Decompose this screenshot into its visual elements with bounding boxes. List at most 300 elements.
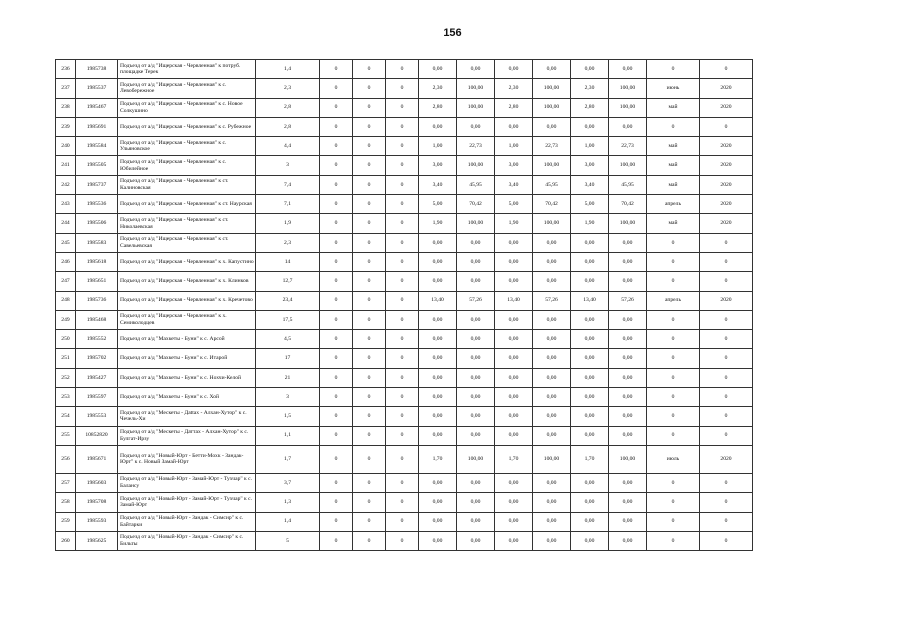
percent-cell-e: 0,00 [533,493,571,512]
value-cell-a: 0 [320,60,353,79]
percent-cell-d: 0,00 [457,117,495,136]
road-name-cell: Подъезд от а/д "Мескеты - Дattах - Алхан-Хутор" к с. Чечель-Хи [118,407,256,426]
value-cell-b: 0 [353,368,386,387]
month-cell: 0 [647,407,700,426]
length-cell: 12,7 [256,272,320,291]
percent-cell-f: 0,00 [609,252,647,271]
value-cell-f: 1,00 [571,137,609,156]
month-cell: апрель [647,195,700,214]
length-cell: 14 [256,252,320,271]
table-row [56,137,753,156]
value-cell-f: 13,40 [571,291,609,310]
percent-cell-d: 0,00 [457,310,495,329]
value-cell-c: 0 [386,214,419,233]
value-cell-d: 0,00 [419,531,457,550]
row-number-cell: 247 [56,272,76,291]
percent-cell-f: 70,42 [609,195,647,214]
value-cell-d: 0,00 [419,388,457,407]
row-number-cell: 255 [56,426,76,445]
row-number-cell: 251 [56,349,76,368]
road-id-cell: 1985537 [76,79,118,98]
percent-cell-f: 100,00 [609,445,647,473]
length-cell: 1,5 [256,407,320,426]
value-cell-d: 0,00 [419,368,457,387]
value-cell-e: 0,00 [495,493,533,512]
road-id-cell: 1985536 [76,195,118,214]
table-row [56,291,753,310]
value-cell-f: 3,40 [571,175,609,194]
year-cell: 0 [700,512,753,531]
percent-cell-e: 0,00 [533,531,571,550]
value-cell-e: 0,00 [495,252,533,271]
value-cell-d: 3,40 [419,175,457,194]
percent-cell-f: 0,00 [609,349,647,368]
value-cell-b: 0 [353,291,386,310]
percent-cell-f: 100,00 [609,79,647,98]
table-row [56,512,753,531]
value-cell-c: 0 [386,407,419,426]
value-cell-e: 3,40 [495,175,533,194]
value-cell-e: 0,00 [495,310,533,329]
year-cell: 0 [700,60,753,79]
value-cell-d: 0,00 [419,272,457,291]
percent-cell-d: 0,00 [457,426,495,445]
road-id-cell: 1985505 [76,156,118,175]
month-cell: 0 [647,426,700,445]
road-id-cell: 1985467 [76,98,118,117]
length-cell: 3,7 [256,473,320,492]
month-cell: 0 [647,349,700,368]
value-cell-e: 1,90 [495,214,533,233]
road-name-cell: Подъезд от а/д "Мескеты - Даттах - Алхан-Хутор" к с. Булгат-Ирзу [118,426,256,445]
value-cell-f: 0,00 [571,233,609,252]
value-cell-b: 0 [353,349,386,368]
percent-cell-f: 0,00 [609,388,647,407]
percent-cell-f: 57,26 [609,291,647,310]
month-cell: апрель [647,291,700,310]
value-cell-a: 0 [320,512,353,531]
length-cell: 5 [256,531,320,550]
year-cell: 0 [700,252,753,271]
percent-cell-d: 0,00 [457,531,495,550]
value-cell-e: 0,00 [495,272,533,291]
value-cell-c: 0 [386,272,419,291]
value-cell-b: 0 [353,426,386,445]
table-row [56,330,753,349]
value-cell-b: 0 [353,512,386,531]
year-cell: 2020 [700,445,753,473]
value-cell-b: 0 [353,156,386,175]
value-cell-d: 13,40 [419,291,457,310]
value-cell-e: 0,00 [495,426,533,445]
value-cell-c: 0 [386,137,419,156]
month-cell: май [647,175,700,194]
percent-cell-d: 100,00 [457,79,495,98]
value-cell-f: 0,00 [571,252,609,271]
value-cell-e: 5,00 [495,195,533,214]
percent-cell-e: 100,00 [533,156,571,175]
value-cell-e: 0,00 [495,368,533,387]
percent-cell-d: 22,73 [457,137,495,156]
table-row [56,493,753,512]
value-cell-e: 0,00 [495,60,533,79]
percent-cell-f: 0,00 [609,368,647,387]
value-cell-e: 0,00 [495,117,533,136]
table-row [56,310,753,329]
row-number-cell: 240 [56,137,76,156]
row-number-cell: 248 [56,291,76,310]
road-name-cell: Подъезд от а/д "Новый-Юрт - Зандак - Симсир" к с. Байтарки [118,512,256,531]
year-cell: 0 [700,368,753,387]
year-cell: 2020 [700,79,753,98]
value-cell-f: 2,80 [571,98,609,117]
month-cell: 0 [647,233,700,252]
road-name-cell: Подъезд от а/д "Ищерская - Червленная" к ст. Калиновская [118,175,256,194]
value-cell-e: 1,00 [495,137,533,156]
percent-cell-f: 0,00 [609,233,647,252]
percent-cell-f: 0,00 [609,310,647,329]
value-cell-c: 0 [386,195,419,214]
value-cell-c: 0 [386,426,419,445]
value-cell-c: 0 [386,117,419,136]
value-cell-b: 0 [353,272,386,291]
month-cell: июнь [647,79,700,98]
value-cell-b: 0 [353,60,386,79]
value-cell-c: 0 [386,291,419,310]
value-cell-f: 0,00 [571,493,609,512]
road-id-cell: 1985625 [76,531,118,550]
road-name-cell: Подъезд от а/д "Новый-Юрт - Замай-Юрт - Тухчар" к с. Балансу [118,473,256,492]
length-cell: 3 [256,388,320,407]
table-row [56,60,753,79]
road-name-cell: Подъезд от а/д "Ищерская - Червленная" к потруб. площадке Терек [118,60,256,79]
percent-cell-d: 0,00 [457,473,495,492]
value-cell-f: 0,00 [571,60,609,79]
table-row [56,156,753,175]
value-cell-f: 0,00 [571,512,609,531]
row-number-cell: 258 [56,493,76,512]
table-row [56,233,753,252]
value-cell-d: 0,00 [419,407,457,426]
percent-cell-e: 0,00 [533,310,571,329]
value-cell-d: 0,00 [419,233,457,252]
value-cell-d: 5,00 [419,195,457,214]
month-cell: 0 [647,493,700,512]
road-id-cell: 1985593 [76,512,118,531]
value-cell-b: 0 [353,252,386,271]
length-cell: 7,1 [256,195,320,214]
year-cell: 0 [700,473,753,492]
length-cell: 4,4 [256,137,320,156]
row-number-cell: 239 [56,117,76,136]
value-cell-b: 0 [353,117,386,136]
value-cell-b: 0 [353,175,386,194]
percent-cell-e: 100,00 [533,79,571,98]
value-cell-d: 2,80 [419,98,457,117]
value-cell-c: 0 [386,388,419,407]
value-cell-d: 0,00 [419,493,457,512]
percent-cell-d: 100,00 [457,98,495,117]
value-cell-d: 0,00 [419,426,457,445]
value-cell-a: 0 [320,330,353,349]
table-row [56,426,753,445]
percent-cell-d: 0,00 [457,330,495,349]
value-cell-f: 5,00 [571,195,609,214]
year-cell: 0 [700,330,753,349]
value-cell-c: 0 [386,60,419,79]
length-cell: 17 [256,349,320,368]
value-cell-f: 0,00 [571,388,609,407]
road-id-cell: 1985651 [76,272,118,291]
value-cell-b: 0 [353,407,386,426]
road-id-cell: 1985553 [76,407,118,426]
table-row [56,531,753,550]
value-cell-b: 0 [353,330,386,349]
road-id-cell: 1985702 [76,349,118,368]
value-cell-c: 0 [386,310,419,329]
row-number-cell: 260 [56,531,76,550]
value-cell-b: 0 [353,445,386,473]
month-cell: июль [647,445,700,473]
value-cell-e: 2,80 [495,98,533,117]
value-cell-a: 0 [320,195,353,214]
percent-cell-f: 45,95 [609,175,647,194]
table-row [56,117,753,136]
length-cell: 2,8 [256,117,320,136]
value-cell-b: 0 [353,388,386,407]
value-cell-a: 0 [320,214,353,233]
value-cell-d: 1,90 [419,214,457,233]
value-cell-a: 0 [320,79,353,98]
road-name-cell: Подъезд от а/д "Ищерская - Червленная" к с. Ульяновское [118,137,256,156]
year-cell: 0 [700,310,753,329]
value-cell-e: 2,30 [495,79,533,98]
percent-cell-f: 100,00 [609,156,647,175]
value-cell-c: 0 [386,252,419,271]
value-cell-f: 0,00 [571,407,609,426]
percent-cell-f: 100,00 [609,214,647,233]
road-id-cell: 1985708 [76,493,118,512]
road-name-cell: Подъезд от а/д "Ищерская - Червленная" к с. Юбилейное [118,156,256,175]
month-cell: 0 [647,310,700,329]
value-cell-f: 0,00 [571,368,609,387]
row-number-cell: 246 [56,252,76,271]
road-name-cell: Подъезд от а/д "Ищерская - Червленная" к с. Левобережное [118,79,256,98]
row-number-cell: 259 [56,512,76,531]
road-id-cell: 1985738 [76,60,118,79]
value-cell-d: 0,00 [419,252,457,271]
value-cell-f: 0,00 [571,531,609,550]
road-name-cell: Подъезд от а/д "Ищерская - Червленная" к ст. Савельевская [118,233,256,252]
percent-cell-f: 0,00 [609,426,647,445]
month-cell: май [647,98,700,117]
table-row [56,388,753,407]
month-cell: май [647,214,700,233]
row-number-cell: 243 [56,195,76,214]
value-cell-c: 0 [386,79,419,98]
page-number: 156 [443,27,462,39]
percent-cell-d: 70,42 [457,195,495,214]
value-cell-f: 0,00 [571,117,609,136]
value-cell-a: 0 [320,493,353,512]
percent-cell-f: 0,00 [609,330,647,349]
roads-table [55,59,753,551]
length-cell: 21 [256,368,320,387]
value-cell-d: 2,30 [419,79,457,98]
table-row [56,407,753,426]
value-cell-d: 1,00 [419,137,457,156]
row-number-cell: 245 [56,233,76,252]
percent-cell-d: 100,00 [457,214,495,233]
percent-cell-d: 0,00 [457,252,495,271]
value-cell-f: 0,00 [571,349,609,368]
length-cell: 4,5 [256,330,320,349]
month-cell: 0 [647,531,700,550]
road-id-cell: 1985468 [76,310,118,329]
value-cell-d: 0,00 [419,310,457,329]
value-cell-f: 3,00 [571,156,609,175]
value-cell-e: 1,70 [495,445,533,473]
table-body [56,60,753,551]
value-cell-f: 2,30 [571,79,609,98]
year-cell: 0 [700,349,753,368]
value-cell-a: 0 [320,98,353,117]
percent-cell-e: 0,00 [533,388,571,407]
road-name-cell: Подъезд от а/д "Новый-Юрт - Зандак - Симсир" к с. Бильты [118,531,256,550]
value-cell-d: 0,00 [419,60,457,79]
length-cell: 7,4 [256,175,320,194]
value-cell-a: 0 [320,272,353,291]
value-cell-d: 3,00 [419,156,457,175]
table-row [56,98,753,117]
table-row [56,79,753,98]
percent-cell-d: 0,00 [457,368,495,387]
road-id-cell: 1985552 [76,330,118,349]
row-number-cell: 242 [56,175,76,194]
road-id-cell: 1985671 [76,445,118,473]
value-cell-c: 0 [386,98,419,117]
value-cell-e: 0,00 [495,330,533,349]
table-row [56,368,753,387]
value-cell-f: 0,00 [571,426,609,445]
percent-cell-e: 0,00 [533,473,571,492]
percent-cell-e: 0,00 [533,407,571,426]
year-cell: 2020 [700,98,753,117]
value-cell-a: 0 [320,368,353,387]
road-id-cell: 1985506 [76,214,118,233]
road-id-cell: 1985597 [76,388,118,407]
month-cell: 0 [647,330,700,349]
length-cell: 1,7 [256,445,320,473]
road-name-cell: Подъезд от а/д "Ищерская - Червленная" к х. Семиколодцев [118,310,256,329]
year-cell: 2020 [700,195,753,214]
value-cell-c: 0 [386,175,419,194]
percent-cell-f: 0,00 [609,512,647,531]
percent-cell-d: 0,00 [457,388,495,407]
percent-cell-e: 0,00 [533,368,571,387]
value-cell-a: 0 [320,426,353,445]
month-cell: май [647,137,700,156]
year-cell: 0 [700,233,753,252]
year-cell: 2020 [700,156,753,175]
value-cell-d: 0,00 [419,512,457,531]
month-cell: 0 [647,473,700,492]
percent-cell-d: 0,00 [457,407,495,426]
value-cell-a: 0 [320,252,353,271]
year-cell: 0 [700,426,753,445]
percent-cell-e: 0,00 [533,233,571,252]
percent-cell-e: 100,00 [533,214,571,233]
percent-cell-f: 100,00 [609,98,647,117]
length-cell: 17,5 [256,310,320,329]
length-cell: 3 [256,156,320,175]
table-row [56,195,753,214]
month-cell: 0 [647,60,700,79]
value-cell-a: 0 [320,407,353,426]
road-id-cell: 1985583 [76,233,118,252]
value-cell-d: 1,70 [419,445,457,473]
year-cell: 0 [700,493,753,512]
percent-cell-d: 45,95 [457,175,495,194]
value-cell-a: 0 [320,445,353,473]
value-cell-a: 0 [320,291,353,310]
row-number-cell: 236 [56,60,76,79]
percent-cell-e: 0,00 [533,60,571,79]
road-id-cell: 1985691 [76,117,118,136]
percent-cell-f: 22,73 [609,137,647,156]
value-cell-c: 0 [386,473,419,492]
road-name-cell: Подъезд от а/д "Махкеты - Буни" к с. Итарой [118,349,256,368]
value-cell-c: 0 [386,531,419,550]
value-cell-c: 0 [386,349,419,368]
year-cell: 2020 [700,137,753,156]
length-cell: 1,4 [256,512,320,531]
length-cell: 1,1 [256,426,320,445]
month-cell: 0 [647,272,700,291]
value-cell-a: 0 [320,137,353,156]
percent-cell-e: 57,26 [533,291,571,310]
road-name-cell: Подъезд от а/д "Ищерская - Червленная" к ст. Наурская [118,195,256,214]
percent-cell-e: 0,00 [533,252,571,271]
percent-cell-d: 0,00 [457,512,495,531]
length-cell: 2,8 [256,98,320,117]
month-cell: май [647,156,700,175]
road-name-cell: Подъезд от а/д "Махкеты - Буни" к с. Арсой [118,330,256,349]
month-cell: 0 [647,252,700,271]
value-cell-d: 0,00 [419,473,457,492]
month-cell: 0 [647,117,700,136]
row-number-cell: 253 [56,388,76,407]
value-cell-e: 0,00 [495,531,533,550]
road-id-cell: 1985737 [76,175,118,194]
value-cell-a: 0 [320,233,353,252]
road-id-cell: 1985584 [76,137,118,156]
month-cell: 0 [647,512,700,531]
value-cell-e: 0,00 [495,233,533,252]
percent-cell-e: 100,00 [533,445,571,473]
percent-cell-e: 0,00 [533,349,571,368]
road-name-cell: Подъезд от а/д "Махкеты - Буни" к с. Нохчи-Келой [118,368,256,387]
value-cell-d: 0,00 [419,330,457,349]
percent-cell-e: 0,00 [533,512,571,531]
value-cell-f: 0,00 [571,310,609,329]
percent-cell-e: 0,00 [533,272,571,291]
percent-cell-e: 22,73 [533,137,571,156]
value-cell-e: 0,00 [495,388,533,407]
percent-cell-d: 100,00 [457,445,495,473]
percent-cell-f: 0,00 [609,117,647,136]
road-id-cell: 1985603 [76,473,118,492]
